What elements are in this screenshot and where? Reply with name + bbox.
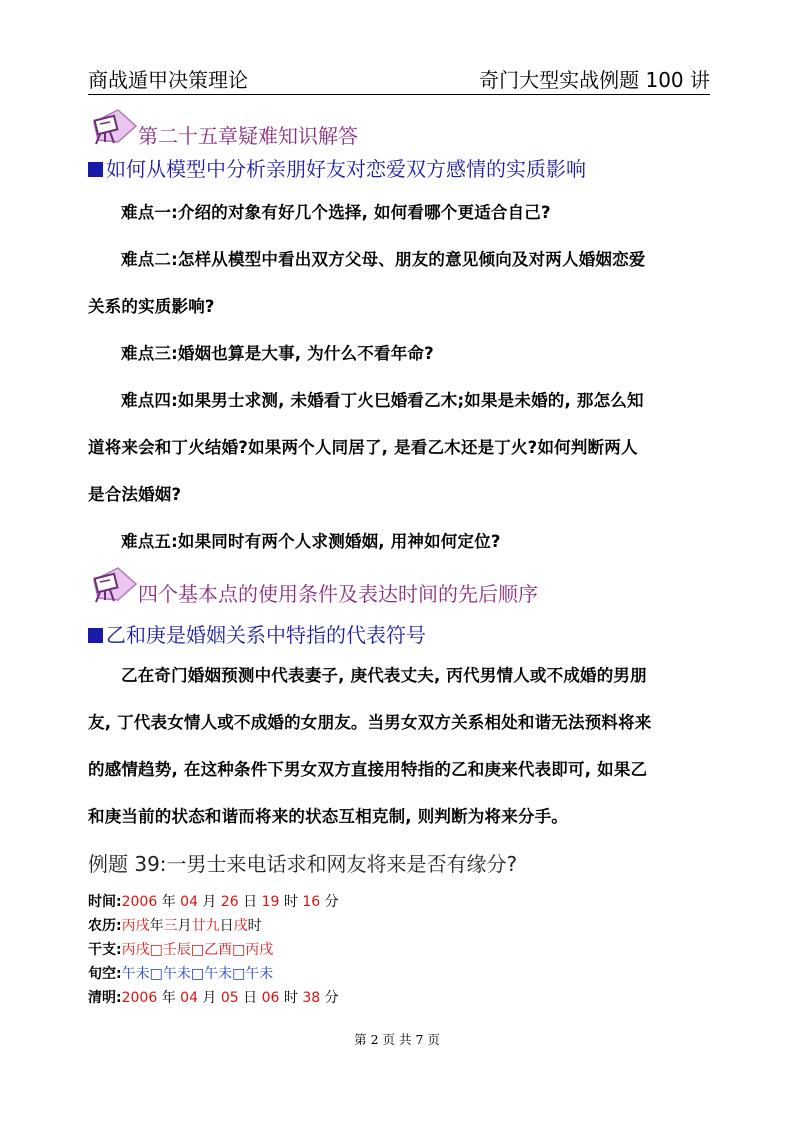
ganzhi-row <box>88 938 339 962</box>
difficulty-2-line: 关系的实质影响? <box>88 297 215 316</box>
paragraph-line: 友, 丁代表女情人或不成婚的女朋友。当男女双方关系相处和谐无法预料将来 <box>88 713 652 732</box>
lunar-year: 丙戌 <box>121 918 150 934</box>
difficulty-4-line: 道将来会和丁火结婚?如果两个人同居了, 是看乙木还是丁火?如何判断两人 <box>88 438 638 457</box>
qingming-label: 清明: <box>88 990 122 1006</box>
unit: 年 <box>149 918 164 934</box>
unit: 分 <box>320 894 339 910</box>
paragraph-line: 乙在奇门婚姻预测中代表妻子, 庚代表丈夫, 丙代男情人或不成婚的男朋 <box>121 666 647 685</box>
header-book-title: 商战遁甲决策理论 <box>88 68 248 92</box>
page-header <box>88 62 710 95</box>
unit: 时 <box>279 990 303 1006</box>
lunar-hour: 戌 <box>233 918 248 934</box>
unit: 时 <box>279 894 303 910</box>
chapter-heading-1 <box>88 104 708 148</box>
ganzhi-label: 干支: <box>88 942 122 958</box>
qingming-month: 04 <box>180 990 198 1006</box>
unit: 月 <box>197 990 221 1006</box>
info-block <box>88 890 339 1010</box>
time-row <box>88 890 339 914</box>
time-label: 时间: <box>88 894 122 910</box>
chapter-heading-2 <box>88 562 708 606</box>
section-heading-2 <box>88 619 426 648</box>
time-hour: 19 <box>261 894 280 910</box>
qingming-year: 2006 <box>121 990 158 1006</box>
lunar-month: 三 <box>163 918 178 934</box>
unit: 年 <box>157 990 181 1006</box>
qingming-minute: 38 <box>302 990 321 1006</box>
chapter-title: 第二十五章疑难知识解答 <box>138 124 358 148</box>
difficulty-4-line: 难点四:如果男士求测, 未婚看丁火巳婚看乙木;如果是未婚的, 那怎么知 <box>121 391 644 410</box>
presentation-board-icon <box>88 104 140 148</box>
unit: 分 <box>320 990 339 1006</box>
section-title: 乙和庚是婚姻关系中特指的代表符号 <box>106 623 426 647</box>
time-day: 26 <box>220 894 239 910</box>
difficulty-4-line: 是合法婚姻? <box>88 485 182 504</box>
xunkong-value: 午未□午未□午未□午未 <box>121 966 274 982</box>
unit: 年 <box>157 894 181 910</box>
body-paragraph <box>88 652 710 840</box>
presentation-board-icon <box>88 562 140 606</box>
unit: 月 <box>197 894 221 910</box>
unit: 月 <box>177 918 192 934</box>
qingming-day: 05 <box>220 990 239 1006</box>
xunkong-label: 旬空: <box>88 966 122 982</box>
chapter-title: 四个基本点的使用条件及表达时间的先后顺序 <box>138 582 538 606</box>
header-series-title: 奇门大型实战例题 100 讲 <box>479 68 710 92</box>
square-bullet-icon <box>88 162 103 177</box>
page-footer: 第 2 页 共 7 页 <box>354 1032 440 1047</box>
lunar-row <box>88 914 339 938</box>
square-bullet-icon <box>88 628 103 643</box>
qingming-hour: 06 <box>261 990 280 1006</box>
difficulty-list <box>88 189 710 565</box>
paragraph-line: 和庚当前的状态和谐而将来的状态互相克制, 则判断为将来分手。 <box>88 807 569 826</box>
paragraph-line: 的感情趋势, 在这种条件下男女双方直接用特指的乙和庚来代表即可, 如果乙 <box>88 760 648 779</box>
time-month: 04 <box>180 894 198 910</box>
qingming-row <box>88 986 339 1010</box>
unit: 时 <box>247 918 262 934</box>
unit: 日 <box>238 990 262 1006</box>
lunar-day: 廿九 <box>191 918 220 934</box>
unit: 日 <box>238 894 262 910</box>
section-heading-1 <box>88 153 586 182</box>
difficulty-2-line: 难点二:怎样从模型中看出双方父母、朋友的意见倾向及对两人婚姻恋爱 <box>121 250 646 269</box>
xunkong-row <box>88 962 339 986</box>
ganzhi-value: 丙戌□壬辰□乙酉□丙戌 <box>121 942 274 958</box>
time-year: 2006 <box>121 894 158 910</box>
example-title: 例题 39:一男士来电话求和网友将来是否有缘分? <box>88 852 518 876</box>
unit: 日 <box>219 918 234 934</box>
difficulty-3-line: 难点三:婚姻也算是大事, 为什么不看年命? <box>121 344 434 363</box>
difficulty-5-line: 难点五:如果同时有两个人求测婚姻, 用神如何定位? <box>121 532 501 551</box>
difficulty-1-line: 难点一:介绍的对象有好几个选择, 如何看哪个更适合自己? <box>121 203 551 222</box>
lunar-label: 农历: <box>88 918 122 934</box>
time-minute: 16 <box>302 894 321 910</box>
section-title: 如何从模型中分析亲朋好友对恋爱双方感情的实质影响 <box>106 157 586 181</box>
